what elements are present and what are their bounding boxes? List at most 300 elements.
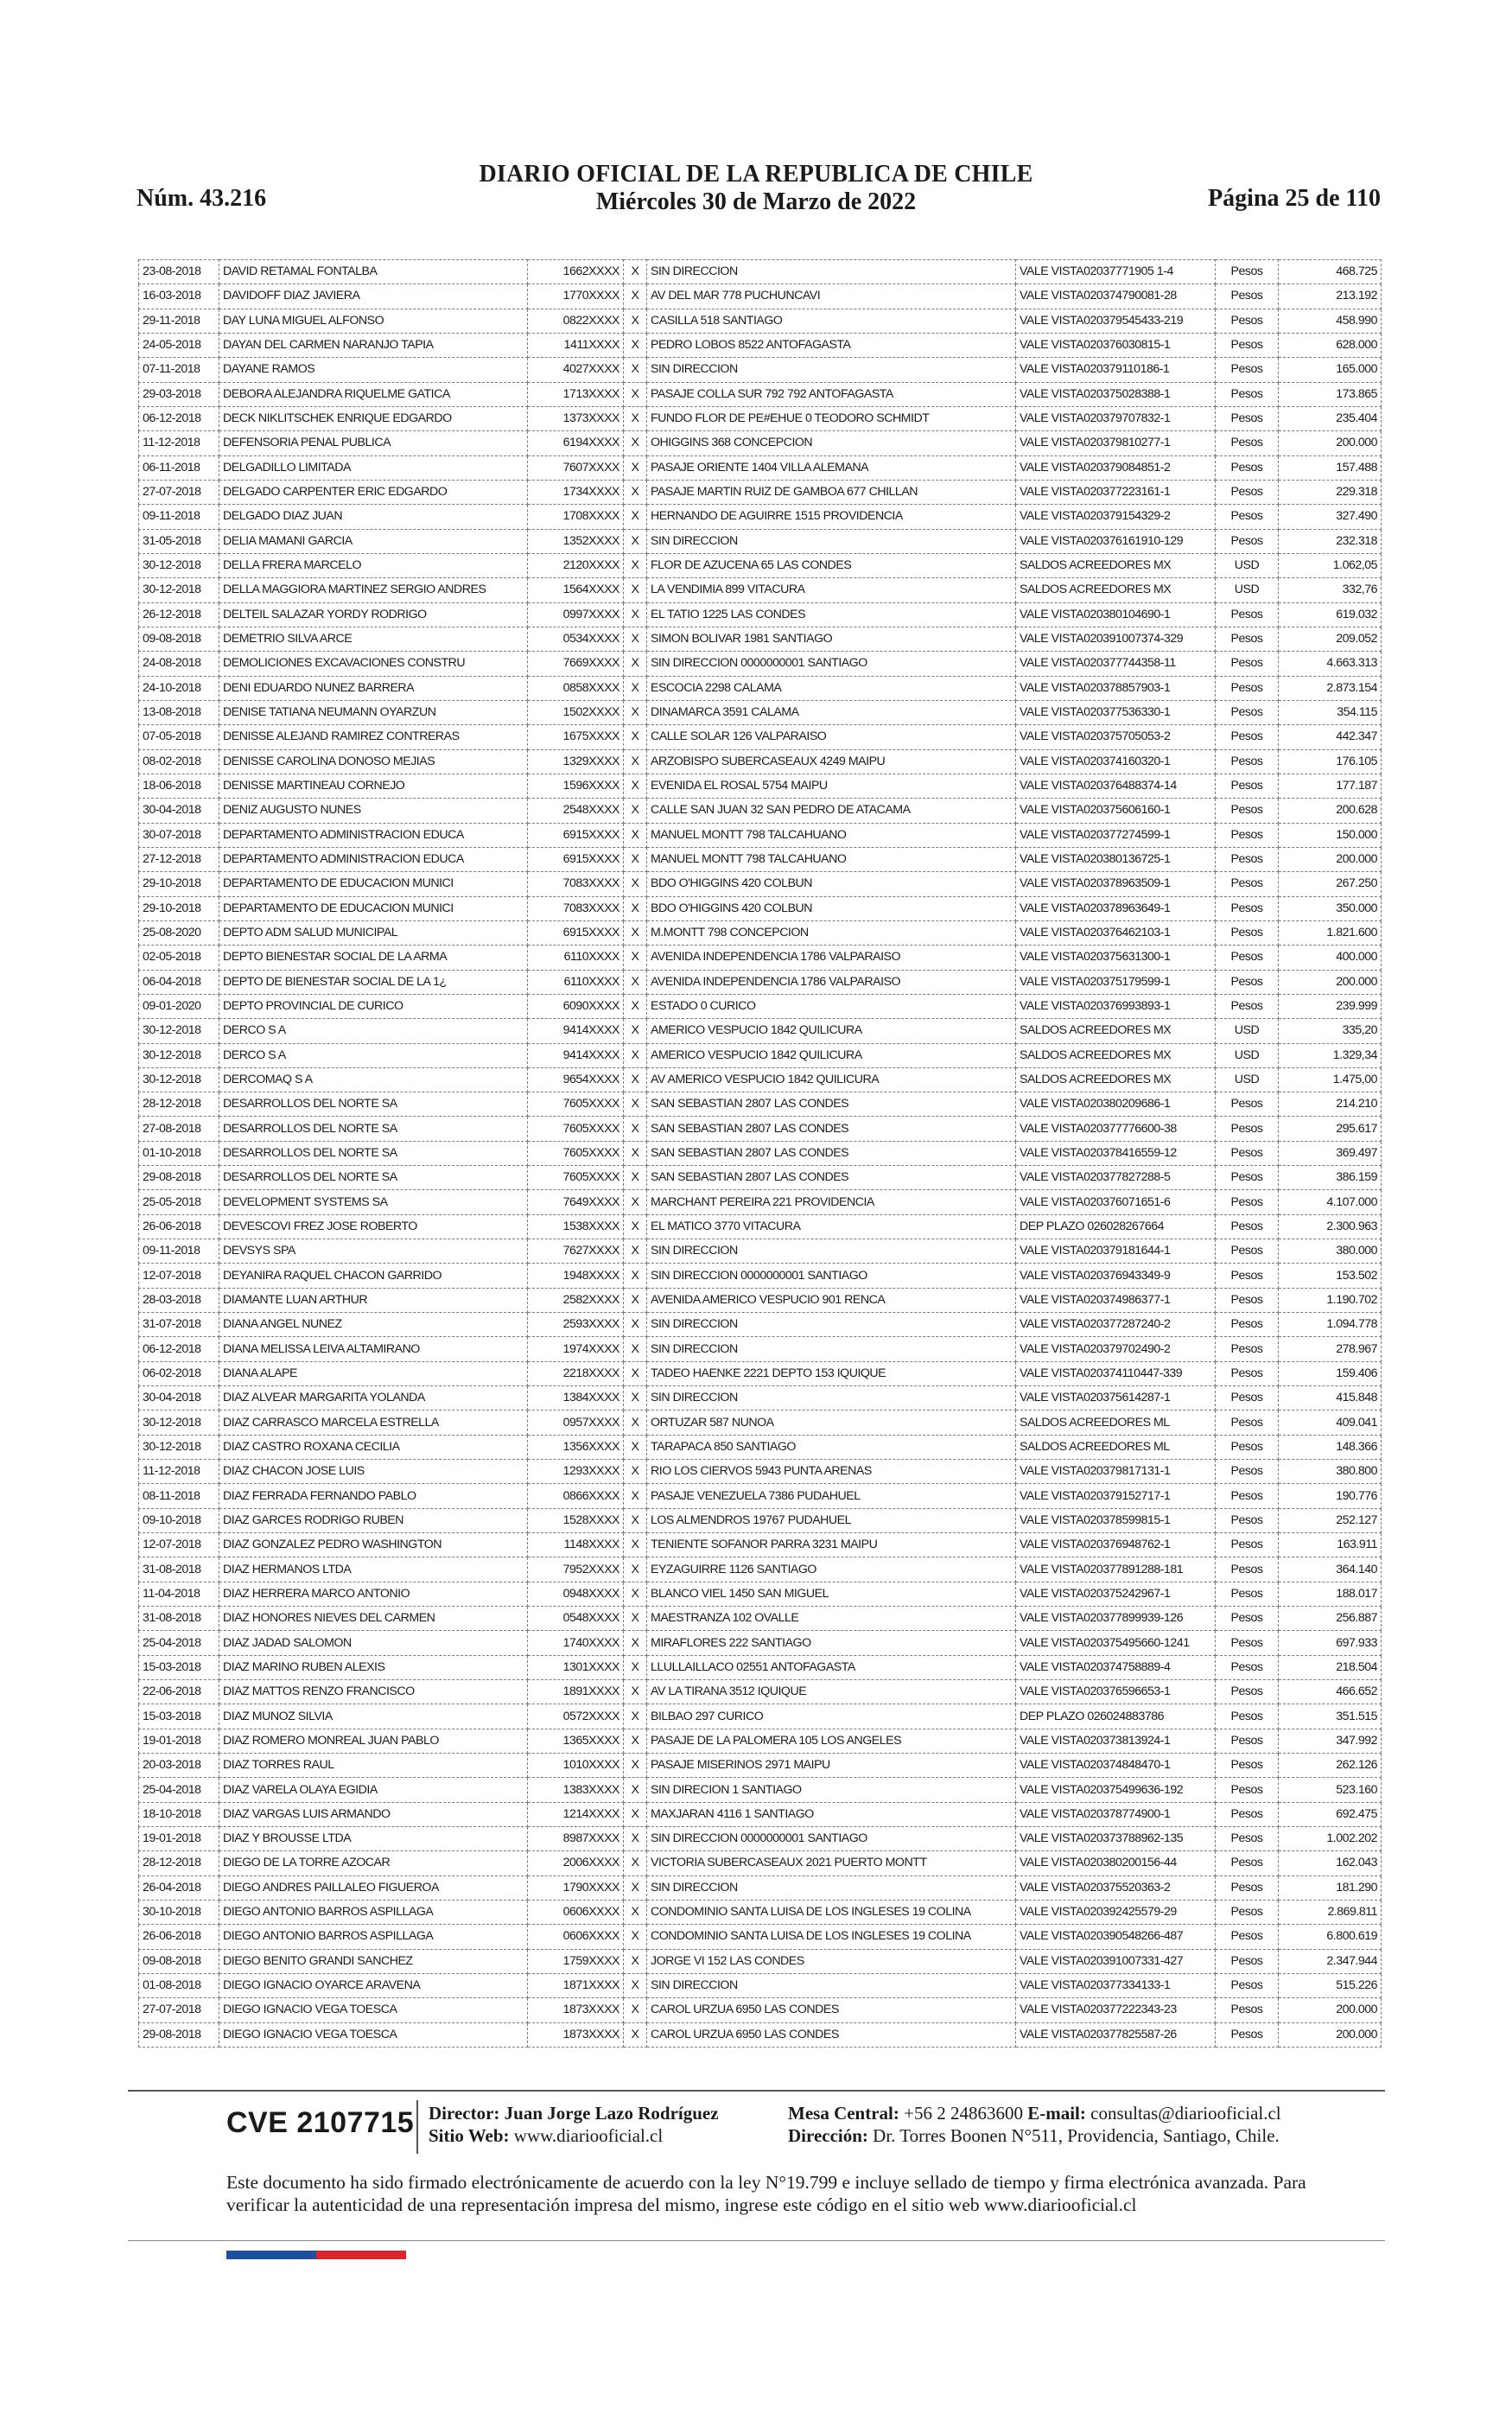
cell-product: VALE VISTA020391007331-427 <box>1016 1949 1216 1973</box>
cell-mark: X <box>624 970 647 994</box>
cell-date: 24-10-2018 <box>139 676 219 700</box>
cell-amount: 1.821.600 <box>1279 920 1382 945</box>
cell-product: VALE VISTA020377744358-11 <box>1016 652 1216 676</box>
cell-mark: X <box>624 1411 647 1435</box>
cell-currency: Pesos <box>1216 1239 1279 1264</box>
cell-address: SIN DIRECCION 0000000001 SANTIAGO <box>647 652 1016 676</box>
cell-date: 28-03-2018 <box>139 1288 219 1312</box>
table-row <box>139 1361 1382 1385</box>
cell-date: 30-12-2018 <box>139 553 219 577</box>
cell-currency: Pesos <box>1216 823 1279 847</box>
cell-address: RIO LOS CIERVOS 5943 PUNTA ARENAS <box>647 1460 1016 1484</box>
cell-amount: 181.290 <box>1279 1876 1382 1900</box>
cell-currency: Pesos <box>1216 260 1279 284</box>
cell-amount: 1.002.202 <box>1279 1827 1382 1851</box>
cell-date: 06-02-2018 <box>139 1361 219 1385</box>
cell-address: VICTORIA SUBERCASEAUX 2021 PUERTO MONTT <box>647 1851 1016 1876</box>
cell-date: 13-08-2018 <box>139 700 219 724</box>
cell-currency: Pesos <box>1216 1386 1279 1411</box>
cell-address: SIN DIRECCION <box>647 529 1016 553</box>
cell-address: SIN DIRECCION <box>647 1386 1016 1411</box>
address-label: Dirección: <box>788 2125 868 2146</box>
cell-mark: X <box>624 1166 647 1190</box>
cell-mark: X <box>624 505 647 529</box>
cell-currency: Pesos <box>1216 1729 1279 1753</box>
cell-date: 25-05-2018 <box>139 1190 219 1214</box>
cell-date: 29-08-2018 <box>139 2022 219 2047</box>
cell-name: DIAZ CHACON JOSE LUIS <box>219 1460 528 1484</box>
cell-date: 01-08-2018 <box>139 1973 219 1997</box>
cell-date: 11-04-2018 <box>139 1582 219 1606</box>
cell-amount: 173.865 <box>1279 382 1382 406</box>
cell-date: 29-10-2018 <box>139 896 219 920</box>
cell-mark: X <box>624 1386 647 1411</box>
cell-mark: X <box>624 1067 647 1092</box>
cell-address: SIN DIRECION 1 SANTIAGO <box>647 1778 1016 1802</box>
cell-name: DIAZ MATTOS RENZO FRANCISCO <box>219 1680 528 1704</box>
cell-mark: X <box>624 1117 647 1141</box>
cell-date: 08-02-2018 <box>139 749 219 774</box>
cell-mark: X <box>624 1754 647 1778</box>
cell-product: VALE VISTA020379181644-1 <box>1016 1239 1216 1264</box>
cell-address: PASAJE COLLA SUR 792 792 ANTOFAGASTA <box>647 382 1016 406</box>
cell-date: 30-07-2018 <box>139 823 219 847</box>
cell-currency: Pesos <box>1216 1998 1279 2022</box>
address-value: Dr. Torres Boonen N°511, Providencia, Santiago, Chile. <box>873 2125 1280 2146</box>
cell-address: SIN DIRECCION <box>647 1337 1016 1361</box>
cell-mark: X <box>624 480 647 504</box>
cell-address: EL TATIO 1225 LAS CONDES <box>647 602 1016 627</box>
cell-product: VALE VISTA020378774900-1 <box>1016 1802 1216 1826</box>
cell-amount: 2.873.154 <box>1279 676 1382 700</box>
cell-currency: Pesos <box>1216 1704 1279 1729</box>
table-row <box>139 480 1382 504</box>
cell-amount: 523.160 <box>1279 1778 1382 1802</box>
cell-address: CAROL URZUA 6950 LAS CONDES <box>647 1998 1016 2022</box>
cell-currency: Pesos <box>1216 358 1279 382</box>
cell-name: DEYANIRA RAQUEL CHACON GARRIDO <box>219 1264 528 1288</box>
cell-amount: 200.000 <box>1279 1998 1382 2022</box>
cell-product: VALE VISTA020376948762-1 <box>1016 1533 1216 1557</box>
cell-currency: Pesos <box>1216 652 1279 676</box>
cell-address: EYZAGUIRRE 1126 SANTIAGO <box>647 1557 1016 1582</box>
cell-amount: 295.617 <box>1279 1117 1382 1141</box>
cell-address: CONDOMINIO SANTA LUISA DE LOS INGLESES 19 COLINA <box>647 1900 1016 1924</box>
cell-product: VALE VISTA020378963509-1 <box>1016 872 1216 896</box>
table-row <box>139 627 1382 651</box>
table-row <box>139 1288 1382 1312</box>
cell-currency: Pesos <box>1216 1802 1279 1826</box>
cell-rut: 7605XXXX <box>528 1141 624 1165</box>
cell-name: DERCO S A <box>219 1019 528 1043</box>
cell-address: LLULLAILLACO 02551 ANTOFAGASTA <box>647 1655 1016 1679</box>
cell-date: 11-12-2018 <box>139 431 219 455</box>
cell-rut: 7605XXXX <box>528 1166 624 1190</box>
cell-address: SIMON BOLIVAR 1981 SANTIAGO <box>647 627 1016 651</box>
cell-amount: 209.052 <box>1279 627 1382 651</box>
cell-currency: Pesos <box>1216 1460 1279 1484</box>
cell-amount: 148.366 <box>1279 1435 1382 1459</box>
cell-name: DAY LUNA MIGUEL ALFONSO <box>219 309 528 333</box>
cell-address: SIN DIRECCION <box>647 1313 1016 1337</box>
cell-address: LOS ALMENDROS 19767 PUDAHUEL <box>647 1508 1016 1532</box>
cell-rut: 1708XXXX <box>528 505 624 529</box>
cell-name: DIAZ JADAD SALOMON <box>219 1631 528 1655</box>
cell-name: DIAMANTE LUAN ARTHUR <box>219 1288 528 1312</box>
table-row <box>139 1484 1382 1508</box>
cell-currency: Pesos <box>1216 1313 1279 1337</box>
cell-product: VALE VISTA020376462103-1 <box>1016 920 1216 945</box>
table-row <box>139 284 1382 309</box>
cell-amount: 256.887 <box>1279 1607 1382 1631</box>
cell-amount: 347.992 <box>1279 1729 1382 1753</box>
cell-mark: X <box>624 1190 647 1214</box>
cell-name: DELGADO CARPENTER ERIC EDGARDO <box>219 480 528 504</box>
cell-amount: 153.502 <box>1279 1264 1382 1288</box>
cell-currency: Pesos <box>1216 1141 1279 1165</box>
cell-rut: 0948XXXX <box>528 1582 624 1606</box>
cell-date: 26-06-2018 <box>139 1925 219 1949</box>
cell-date: 27-07-2018 <box>139 480 219 504</box>
cell-rut: 1974XXXX <box>528 1337 624 1361</box>
cell-amount: 628.000 <box>1279 333 1382 357</box>
cell-mark: X <box>624 1607 647 1631</box>
cell-mark: X <box>624 652 647 676</box>
cell-rut: 0866XXXX <box>528 1484 624 1508</box>
director-line <box>429 2102 719 2124</box>
cell-mark: X <box>624 1778 647 1802</box>
table-row <box>139 333 1382 357</box>
cell-currency: USD <box>1216 1043 1279 1067</box>
cell-product: VALE VISTA020377891288-181 <box>1016 1557 1216 1582</box>
cell-mark: X <box>624 382 647 406</box>
cell-date: 23-08-2018 <box>139 260 219 284</box>
table-row <box>139 847 1382 871</box>
cell-address: AV LA TIRANA 3512 IQUIQUE <box>647 1680 1016 1704</box>
cell-rut: 6110XXXX <box>528 946 624 970</box>
table-row <box>139 1876 1382 1900</box>
cell-address: BLANCO VIEL 1450 SAN MIGUEL <box>647 1582 1016 1606</box>
cell-product: DEP PLAZO 026028267664 <box>1016 1214 1216 1239</box>
cell-mark: X <box>624 1998 647 2022</box>
cell-date: 09-11-2018 <box>139 1239 219 1264</box>
cell-name: DIAZ VARELA OLAYA EGIDIA <box>219 1778 528 1802</box>
cell-address: FLOR DE AZUCENA 65 LAS CONDES <box>647 553 1016 577</box>
cell-rut: 4027XXXX <box>528 358 624 382</box>
table-row <box>139 406 1382 430</box>
cell-rut: 1384XXXX <box>528 1386 624 1411</box>
cell-rut: 7083XXXX <box>528 872 624 896</box>
cell-mark: X <box>624 1239 647 1264</box>
cell-product: VALE VISTA020377899939-126 <box>1016 1607 1216 1631</box>
legal-notice: Este documento ha sido firmado electrónicamente de acuerdo con la ley N°19.799 e incluye sellado de tiempo y firma electrónica avanzada. Para verificar la autenticidad de una representación impresa del mismo, ingrese este código en el sitio web www.diariooficial.cl <box>226 2172 1306 2215</box>
cell-name: DIEGO BENITO GRANDI SANCHEZ <box>219 1949 528 1973</box>
cell-date: 30-12-2018 <box>139 1019 219 1043</box>
cell-amount: 200.000 <box>1279 847 1382 871</box>
cell-amount: 466.652 <box>1279 1680 1382 1704</box>
cell-name: DENISE TATIANA NEUMANN OYARZUN <box>219 700 528 724</box>
cell-name: DIAZ CASTRO ROXANA CECILIA <box>219 1435 528 1459</box>
cell-currency: Pesos <box>1216 1582 1279 1606</box>
table-row <box>139 1214 1382 1239</box>
cell-product: VALE VISTA020374160320-1 <box>1016 749 1216 774</box>
cell-amount: 214.210 <box>1279 1092 1382 1117</box>
cell-currency: Pesos <box>1216 970 1279 994</box>
cell-date: 29-08-2018 <box>139 1166 219 1190</box>
cell-amount: 150.000 <box>1279 823 1382 847</box>
cell-rut: 0858XXXX <box>528 676 624 700</box>
cell-address: TADEO HAENKE 2221 DEPTO 153 IQUIQUE <box>647 1361 1016 1385</box>
table-row <box>139 1166 1382 1190</box>
table-body <box>139 260 1382 2047</box>
cell-date: 19-01-2018 <box>139 1827 219 1851</box>
cell-mark: X <box>624 1019 647 1043</box>
table-row <box>139 1508 1382 1532</box>
cell-rut: 1528XXXX <box>528 1508 624 1532</box>
cell-amount: 515.226 <box>1279 1973 1382 1997</box>
cell-product: VALE VISTA020379152717-1 <box>1016 1484 1216 1508</box>
cell-date: 26-12-2018 <box>139 602 219 627</box>
table-row <box>139 1607 1382 1631</box>
email-label: E-mail: <box>1027 2103 1086 2124</box>
cell-name: DIAZ VARGAS LUIS ARMANDO <box>219 1802 528 1826</box>
cell-address: MARCHANT PEREIRA 221 PROVIDENCIA <box>647 1190 1016 1214</box>
cell-date: 25-04-2018 <box>139 1631 219 1655</box>
cell-date: 24-08-2018 <box>139 652 219 676</box>
cell-mark: X <box>624 333 647 357</box>
cell-currency: Pesos <box>1216 529 1279 553</box>
cell-date: 15-03-2018 <box>139 1704 219 1729</box>
table-row <box>139 994 1382 1018</box>
cell-product: VALE VISTA020376071651-6 <box>1016 1190 1216 1214</box>
cell-product: VALE VISTA020377222343-23 <box>1016 1998 1216 2022</box>
cell-name: DENISSE MARTINEAU CORNEJO <box>219 774 528 798</box>
cell-address: SAN SEBASTIAN 2807 LAS CONDES <box>647 1166 1016 1190</box>
cell-name: DEPARTAMENTO DE EDUCACION MUNICI <box>219 896 528 920</box>
table-row <box>139 309 1382 333</box>
email-link[interactable]: consultas@diariooficial.cl <box>1090 2103 1281 2124</box>
cell-name: DIEGO IGNACIO OYARCE ARAVENA <box>219 1973 528 1997</box>
issue-number: Núm. 43.216 <box>137 185 267 212</box>
cell-product: VALE VISTA020377536330-1 <box>1016 700 1216 724</box>
cell-address: SIN DIRECCION <box>647 1973 1016 1997</box>
cell-amount: 2.347.944 <box>1279 1949 1382 1973</box>
cell-mark: X <box>624 1288 647 1312</box>
cell-name: DIEGO ANDRES PAILLALEO FIGUEROA <box>219 1876 528 1900</box>
cell-mark: X <box>624 529 647 553</box>
cell-date: 29-10-2018 <box>139 872 219 896</box>
cell-rut: 1373XXXX <box>528 406 624 430</box>
cell-amount: 364.140 <box>1279 1557 1382 1582</box>
cell-currency: Pesos <box>1216 431 1279 455</box>
cell-address: AVENIDA INDEPENDENCIA 1786 VALPARAISO <box>647 970 1016 994</box>
cell-date: 12-07-2018 <box>139 1264 219 1288</box>
cell-name: DIAZ HERMANOS LTDA <box>219 1557 528 1582</box>
cell-mark: X <box>624 284 647 309</box>
cell-mark: X <box>624 431 647 455</box>
cell-mark: X <box>624 725 647 749</box>
cell-name: DEFENSORIA PENAL PUBLICA <box>219 431 528 455</box>
cell-date: 18-10-2018 <box>139 1802 219 1826</box>
cell-rut: 9654XXXX <box>528 1067 624 1092</box>
cell-date: 31-08-2018 <box>139 1607 219 1631</box>
cell-name: DIAZ GARCES RODRIGO RUBEN <box>219 1508 528 1532</box>
cell-amount: 1.190.702 <box>1279 1288 1382 1312</box>
cell-rut: 7952XXXX <box>528 1557 624 1582</box>
cell-address: CALLE SOLAR 126 VALPARAISO <box>647 725 1016 749</box>
table-row <box>139 1582 1382 1606</box>
table-row <box>139 1313 1382 1337</box>
cell-name: DIAZ MARINO RUBEN ALEXIS <box>219 1655 528 1679</box>
mesa-phone: +56 2 24863600 <box>904 2103 1023 2124</box>
cell-address: BDO O'HIGGINS 420 COLBUN <box>647 896 1016 920</box>
table-row <box>139 1631 1382 1655</box>
table-row <box>139 652 1382 676</box>
cell-product: VALE VISTA020377827288-5 <box>1016 1166 1216 1190</box>
cell-mark: X <box>624 1141 647 1165</box>
cell-currency: Pesos <box>1216 920 1279 945</box>
cell-product: VALE VISTA020377776600-38 <box>1016 1117 1216 1141</box>
cell-name: DAYAN DEL CARMEN NARANJO TAPIA <box>219 333 528 357</box>
cell-name: DELLA MAGGIORA MARTINEZ SERGIO ANDRES <box>219 578 528 602</box>
table-row <box>139 2022 1382 2047</box>
cell-rut: 1948XXXX <box>528 1264 624 1288</box>
cell-address: MAESTRANZA 102 OVALLE <box>647 1607 1016 1631</box>
cell-rut: 7083XXXX <box>528 896 624 920</box>
cell-date: 30-12-2018 <box>139 578 219 602</box>
cell-address: M.MONTT 798 CONCEPCION <box>647 920 1016 945</box>
cell-date: 25-08-2020 <box>139 920 219 945</box>
cell-rut: 1873XXXX <box>528 1998 624 2022</box>
contact-line <box>788 2102 1281 2124</box>
table-row <box>139 946 1382 970</box>
cell-rut: 1148XXXX <box>528 1533 624 1557</box>
cell-amount: 200.000 <box>1279 431 1382 455</box>
cell-amount: 165.000 <box>1279 358 1382 382</box>
cell-rut: 0957XXXX <box>528 1411 624 1435</box>
cell-mark: X <box>624 260 647 284</box>
cell-address: CAROL URZUA 6950 LAS CONDES <box>647 2022 1016 2047</box>
table-row <box>139 1337 1382 1361</box>
cell-mark: X <box>624 896 647 920</box>
cell-date: 31-05-2018 <box>139 529 219 553</box>
cell-address: ARZOBISPO SUBERCASEAUX 4249 MAIPU <box>647 749 1016 774</box>
cell-currency: Pesos <box>1216 505 1279 529</box>
cell-mark: X <box>624 1264 647 1288</box>
cell-currency: Pesos <box>1216 896 1279 920</box>
cell-product: VALE VISTA020375179599-1 <box>1016 970 1216 994</box>
site-line <box>429 2124 663 2147</box>
cell-name: DIEGO IGNACIO VEGA TOESCA <box>219 1998 528 2022</box>
cell-mark: X <box>624 1900 647 1924</box>
cell-currency: Pesos <box>1216 1827 1279 1851</box>
cell-rut: 1790XXXX <box>528 1876 624 1900</box>
cell-currency: USD <box>1216 1067 1279 1092</box>
cell-name: DAVID RETAMAL FONTALBA <box>219 260 528 284</box>
cell-rut: 7605XXXX <box>528 1092 624 1117</box>
cell-currency: Pesos <box>1216 749 1279 774</box>
cell-product: VALE VISTA020375606160-1 <box>1016 799 1216 823</box>
cell-date: 09-08-2018 <box>139 627 219 651</box>
cell-rut: 0997XXXX <box>528 602 624 627</box>
cell-product: VALE VISTA020374758889-4 <box>1016 1655 1216 1679</box>
cell-address: MAXJARAN 4116 1 SANTIAGO <box>647 1802 1016 1826</box>
cell-currency: Pesos <box>1216 455 1279 480</box>
cell-name: DELGADILLO LIMITADA <box>219 455 528 480</box>
cell-product: VALE VISTA020375499636-192 <box>1016 1778 1216 1802</box>
cell-name: DEPTO PROVINCIAL DE CURICO <box>219 994 528 1018</box>
cell-mark: X <box>624 872 647 896</box>
cell-name: DEPARTAMENTO ADMINISTRACION EDUCA <box>219 823 528 847</box>
cell-currency: Pesos <box>1216 799 1279 823</box>
cell-rut: 1891XXXX <box>528 1680 624 1704</box>
cell-mark: X <box>624 676 647 700</box>
cell-mark: X <box>624 847 647 871</box>
cell-rut: 1873XXXX <box>528 2022 624 2047</box>
cell-address: PASAJE VENEZUELA 7386 PUDAHUEL <box>647 1484 1016 1508</box>
cell-amount: 380.000 <box>1279 1239 1382 1264</box>
cell-name: DIAZ HONORES NIEVES DEL CARMEN <box>219 1607 528 1631</box>
cell-mark: X <box>624 1582 647 1606</box>
cell-product: VALE VISTA020376488374-14 <box>1016 774 1216 798</box>
table-row <box>139 872 1382 896</box>
cell-mark: X <box>624 946 647 970</box>
cell-date: 29-11-2018 <box>139 309 219 333</box>
table-row <box>139 1998 1382 2022</box>
cell-mark: X <box>624 1851 647 1876</box>
cell-rut: 1759XXXX <box>528 1949 624 1973</box>
cell-product: VALE VISTA020375705053-2 <box>1016 725 1216 749</box>
cell-mark: X <box>624 1484 647 1508</box>
cell-product: SALDOS ACREEDORES ML <box>1016 1411 1216 1435</box>
cell-date: 24-05-2018 <box>139 333 219 357</box>
cell-mark: X <box>624 358 647 382</box>
cell-mark: X <box>624 994 647 1018</box>
cell-amount: 213.192 <box>1279 284 1382 309</box>
cell-amount: 386.159 <box>1279 1166 1382 1190</box>
cell-amount: 252.127 <box>1279 1508 1382 1532</box>
cell-date: 06-04-2018 <box>139 970 219 994</box>
cell-rut: 0606XXXX <box>528 1925 624 1949</box>
table-row <box>139 578 1382 602</box>
cell-currency: Pesos <box>1216 382 1279 406</box>
cell-rut: 2006XXXX <box>528 1851 624 1876</box>
cell-name: DEMETRIO SILVA ARCE <box>219 627 528 651</box>
cell-rut: 1214XXXX <box>528 1802 624 1826</box>
site-link[interactable]: www.diariooficial.cl <box>513 2125 664 2146</box>
cell-amount: 1.094.778 <box>1279 1313 1382 1337</box>
cell-amount: 697.933 <box>1279 1631 1382 1655</box>
table-row <box>139 1655 1382 1679</box>
cell-currency: Pesos <box>1216 284 1279 309</box>
cell-amount: 468.725 <box>1279 260 1382 284</box>
cell-rut: 2218XXXX <box>528 1361 624 1385</box>
cell-product: SALDOS ACREEDORES MX <box>1016 553 1216 577</box>
cell-mark: X <box>624 1827 647 1851</box>
cell-rut: 1675XXXX <box>528 725 624 749</box>
cell-product: VALE VISTA020380209686-1 <box>1016 1092 1216 1117</box>
cell-name: DIAZ FERRADA FERNANDO PABLO <box>219 1484 528 1508</box>
cell-name: DIEGO DE LA TORRE AZOCAR <box>219 1851 528 1876</box>
table-row <box>139 725 1382 749</box>
cell-product: VALE VISTA020379707832-1 <box>1016 406 1216 430</box>
table-row <box>139 1092 1382 1117</box>
cell-currency: Pesos <box>1216 1754 1279 1778</box>
cell-amount: 267.250 <box>1279 872 1382 896</box>
cell-rut: 1329XXXX <box>528 749 624 774</box>
cell-amount: 327.490 <box>1279 505 1382 529</box>
cell-rut: 1596XXXX <box>528 774 624 798</box>
